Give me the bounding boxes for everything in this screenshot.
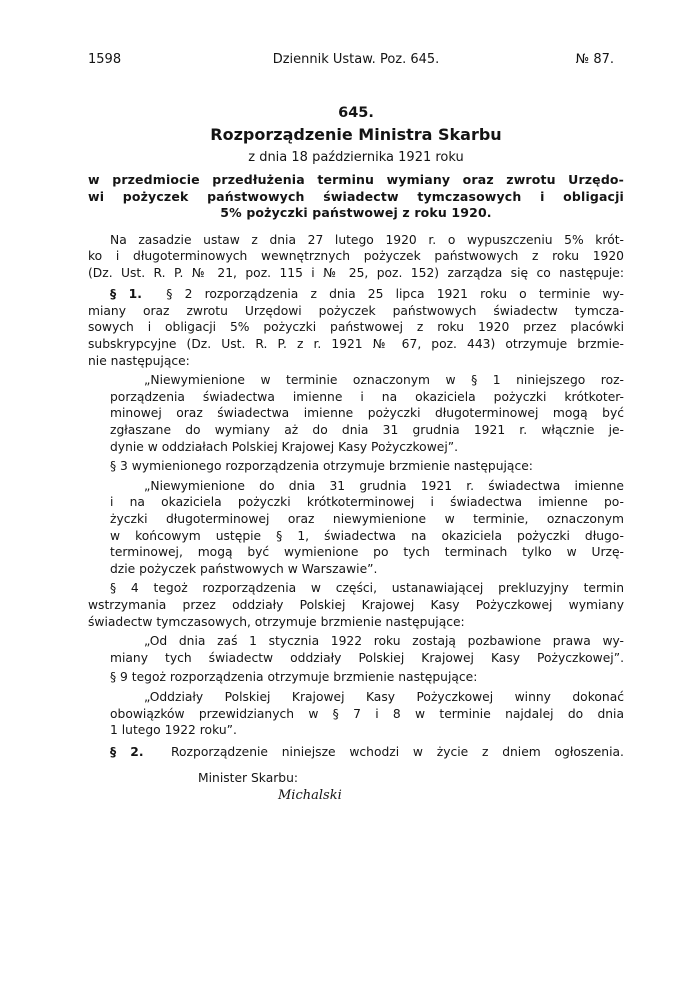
running-header xyxy=(88,52,624,72)
text-line: nie następujące: xyxy=(88,353,190,368)
signatory-role: Minister Skarbu: xyxy=(198,771,299,786)
text-line: subskrypcyjne (Dz. Ust. R. P. z r. 1921 № 67, poz. 443) otrzymuje brzmie- xyxy=(88,337,624,352)
text-line: „Oddziały Polskiej Krajowej Kasy Pożyczkowej winny dokonać xyxy=(144,689,624,704)
text-line: (Dz. Ust. R. P. № 21, poz. 115 i № 25, poz. 152) zarządza się co następuje: xyxy=(88,265,624,280)
document-title: Rozporządzenie Ministra Skarbu xyxy=(210,125,502,144)
journal-title: Dziennik Ustaw. Poz. 645. xyxy=(272,52,440,67)
text-line: „Od dnia zaś 1 stycznia 1922 roku zostają pozbawione prawa wy- xyxy=(144,634,624,649)
document-date: z dnia 18 października 1921 roku xyxy=(248,150,464,165)
text-line: miany tych świadectw oddziały Polskiej Krajowej Kasy Pożyczkowej”. xyxy=(110,650,624,665)
document-subject xyxy=(88,172,624,222)
text-line: terminowej, mogą być wymienione po tych terminach tylko w Urzę- xyxy=(110,545,624,560)
text-line: „Niewymienione do dnia 31 grudnia 1921 r. świadectwa imienne xyxy=(144,478,624,493)
text-line: § 9 tegoż rozporządzenia otrzymuje brzmienie następujące: xyxy=(110,670,478,685)
subject-line: w przedmiocie przedłużenia terminu wymiany oraz zwrotu Urzędo- xyxy=(88,172,624,187)
paragraph-9-intro xyxy=(88,669,624,686)
paragraph-3-intro xyxy=(88,458,624,475)
text-line: świadectw tymczasowych, otrzymuje brzmienie następujące: xyxy=(88,614,465,629)
document-body xyxy=(88,232,624,761)
text-line xyxy=(88,744,624,761)
document-page xyxy=(88,52,624,804)
text-line: porządzenia świadectwa imienne i na okaziciela pożyczki krótkoter- xyxy=(110,389,624,404)
signatory-name: Michalski xyxy=(278,788,342,804)
text-line: w końcowym ustępie § 1, świadectwa na okaziciela pożyczki długo- xyxy=(110,528,624,543)
document-number: 645. xyxy=(338,105,374,121)
section-1 xyxy=(88,286,624,369)
section-text: Rozporządzenie niniejsze wchodzi w życie z dniem ogłoszenia. xyxy=(171,744,624,759)
text-line: wstrzymania przez oddziały Polskiej Krajowej Kasy Pożyczkowej wymiany xyxy=(88,597,624,612)
text-line: „Niewymienione w terminie oznaczonym w § 1 niniejszego roz- xyxy=(144,373,624,388)
text-line: życzki długoterminowej oraz niewymienione w terminie, oznaczonym xyxy=(110,512,624,526)
issue-number: № 87. xyxy=(575,52,614,67)
signature-block xyxy=(88,770,624,804)
text-line: ko i długoterminowych wewnętrznych pożyczek państwowych z roku 1920 xyxy=(88,249,624,264)
paragraph-4-intro xyxy=(88,580,624,630)
section-label: § 1. xyxy=(110,287,142,302)
quote-2 xyxy=(88,478,624,578)
text-line: minowej oraz świadectwa imienne pożyczki długoterminowej mogą być xyxy=(110,406,624,421)
quote-4 xyxy=(88,689,624,739)
section-label: § 2. xyxy=(110,744,144,759)
quote-3 xyxy=(88,633,624,666)
text-line: dzie pożyczek państwowych w Warszawie”. xyxy=(110,561,378,576)
text-line: i na okaziciela pożyczki krótkoterminowej i świadectwa imienne po- xyxy=(110,495,624,510)
subject-line: 5% pożyczki państwowej z roku 1920. xyxy=(220,205,492,220)
text-line: zgłaszane do wymiany aż do dnia 31 grudnia 1921 r. włącznie je- xyxy=(110,423,624,438)
text-line: Na zasadzie ustaw z dnia 27 lutego 1920 r. o wypuszczeniu 5% krót- xyxy=(110,232,624,247)
section-text: § 2 rozporządzenia z dnia 25 lipca 1921 roku o terminie wy- xyxy=(166,287,624,302)
text-line: § 3 wymienionego rozporządzenia otrzymuje brzmienie następujące: xyxy=(110,459,533,474)
quote-1 xyxy=(88,372,624,455)
text-line xyxy=(88,286,624,303)
text-line: obowiązków przewidzianych w § 7 i 8 w terminie najdalej do dnia xyxy=(110,706,624,721)
preamble xyxy=(88,232,624,282)
section-2 xyxy=(88,744,624,761)
text-line: § 4 tegoż rozporządzenia w części, ustanawiającej prekluzyjny termin xyxy=(110,581,624,596)
page-number: 1598 xyxy=(88,52,122,67)
text-line: miany oraz zwrotu Urzędowi pożyczek państwowych świadectw tymcza- xyxy=(88,303,624,318)
subject-line: wi pożyczek państwowych świadectw tymczasowych i obligacji xyxy=(88,188,624,204)
text-line: sowych i obligacji 5% pożyczki państwowej z roku 1920 przez placówki xyxy=(88,320,624,335)
text-line: dynie w oddziałach Polskiej Krajowej Kasy Pożyczkowej”. xyxy=(110,439,459,454)
text-line: 1 lutego 1922 roku”. xyxy=(110,723,237,738)
